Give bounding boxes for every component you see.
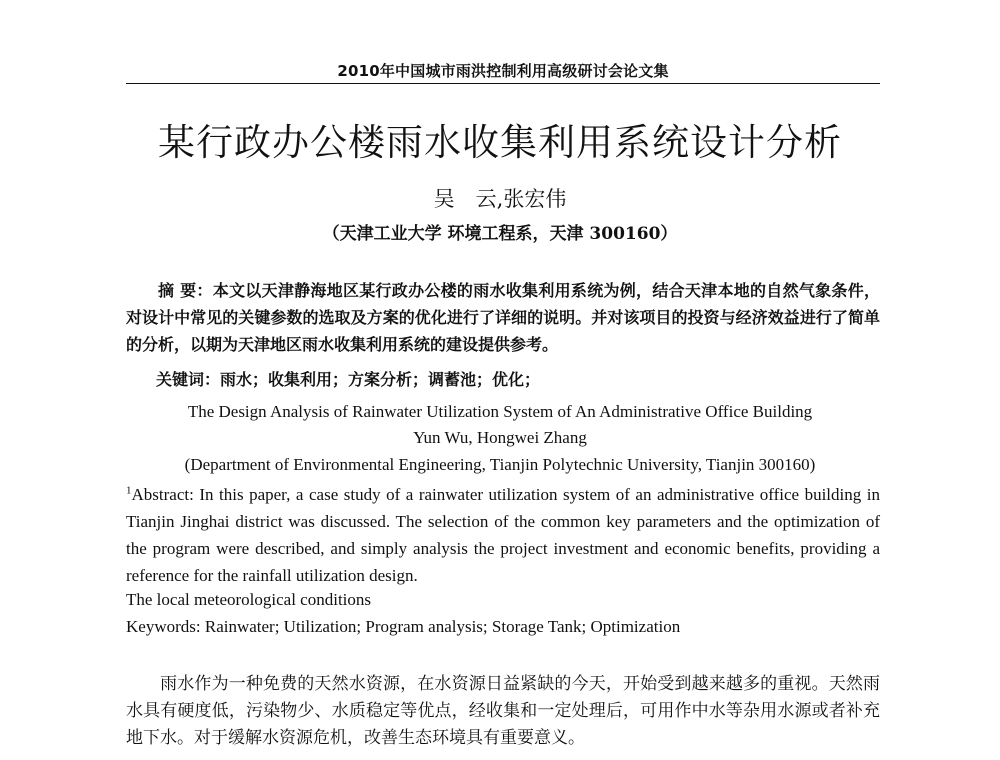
english-abstract xyxy=(126,481,880,589)
chinese-abstract-text: 本文以天津静海地区某行政办公楼的雨水收集利用系统为例，结合天津本地的自然气象条件，对设计中常见的关键参数的选取及方案的优化进行了详细的说明。并对该项目的投资与经济效益进行了简单的分析，以期为天津地区雨水收集利用系统的建设提供参考。 xyxy=(126,281,880,354)
chinese-keywords-text: 雨水；收集利用；方案分析；调蓄池；优化； xyxy=(220,370,541,389)
running-header: 2010年中国城市雨洪控制利用高级研讨会论文集 xyxy=(337,62,669,80)
footnote-mark: 1 xyxy=(126,484,132,497)
chinese-keywords xyxy=(126,367,880,390)
body-paragraph-text: 雨水作为一种免费的天然水资源，在水资源日益紧缺的今天，开始受到越来越多的重视。天然雨水具有硬度低，污染物少、水质稳定等优点，经收集和一定处理后，可用作中水等杂用水源或者补充地下水。对于缓解水资源危机，改善生态环境具有重要意义。 xyxy=(126,674,880,748)
chinese-abstract xyxy=(126,277,880,358)
english-title: The Design Analysis of Rainwater Utilization System of An Administrative Office Building xyxy=(187,402,813,421)
chinese-abstract-label: 摘 要： xyxy=(158,281,213,300)
english-affiliation: (Department of Environmental Engineering, Tianjin Polytechnic University, Tianjin 300160) xyxy=(184,455,816,474)
english-extra-line: The local meteorological conditions xyxy=(126,590,372,609)
english-keywords: Keywords: Rainwater; Utilization; Program analysis; Storage Tank; Optimization xyxy=(126,617,681,636)
english-authors: Yun Wu, Hongwei Zhang xyxy=(413,428,587,447)
paper-authors: 吴 云,张宏伟 xyxy=(433,187,567,211)
english-abstract-text: Abstract: In this paper, a case study of a rainwater utilization system of an administrative office building in Tianjin Jinghai district was discussed. The selection of the common key parameters and the optimization of the program were described, and simply analysis the project investment and economic benefits, providing a reference for the rainfall utilization design. xyxy=(126,485,880,585)
body-paragraph xyxy=(126,671,880,752)
paper-affiliation: （天津工业大学 环境工程系，天津 300160） xyxy=(322,224,678,244)
chinese-keywords-label: 关键词： xyxy=(156,370,221,389)
header-rule xyxy=(126,83,880,84)
paper-title: 某行政办公楼雨水收集利用系统设计分析 xyxy=(158,121,842,164)
